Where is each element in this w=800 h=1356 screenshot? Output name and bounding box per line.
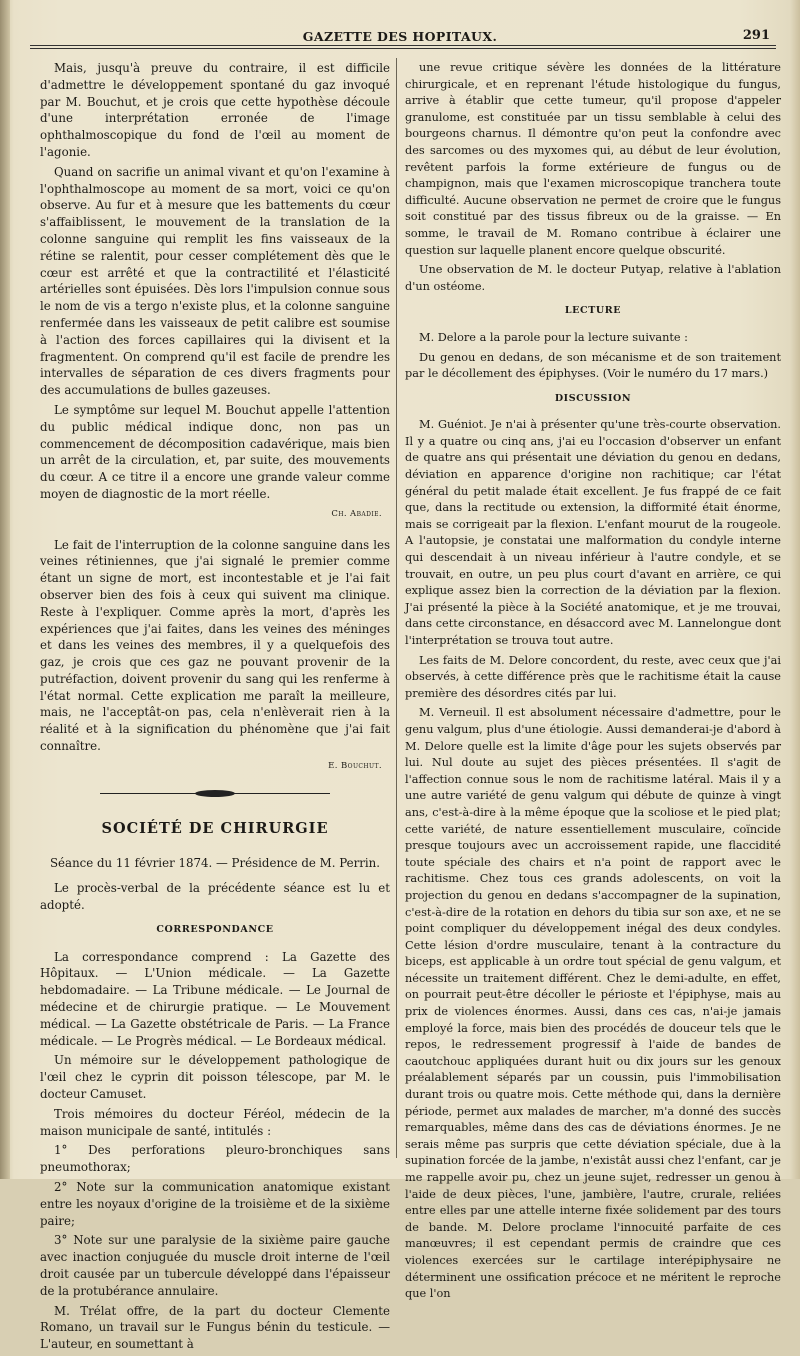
subheading-correspondance: CORRESPONDANCE — [156, 923, 274, 935]
section-heading: SOCIÉTÉ DE CHIRURGIE — [101, 819, 329, 837]
paragraph: M. Trélat offre, de la part du docteur Clemente Romano, un travail sur le Fungus bénin du testicule. — L'auteur, en soumettant à — [40, 1303, 390, 1352]
paragraph: M. Guéniot. Je n'ai à présenter qu'une très-courte observation. Il y a quatre ou cinq ans, j'ai eu l'occasion d'observer un enfant de quatre ans qui présentait une déviation du genou en dedans, déviation en apparence d'origine non rachitique; car l'état général du petit malade était excellent. Je fus frappé de ce fait que, dans la rectitude ou extension, la difformité était énorme, mais se corrigeait par la flexion. L'enfant mourut de la rougeole. A l'autopsie, je constatai une malformation du condyle interne qui descendait à un niveau inférieur à l'autre condyle, et se trouvait, en outre, un peu plus court d'avant en arrière, ce qui explique assez bien la correction de la déviation par la flexion. J'ai présenté la pièce à la Société anatomique, et je me trouvai, dans cette circonstance, en désaccord avec M. Lannelongue dont l'interprétation se trouva tout autre. — [405, 418, 781, 647]
page-edge — [0, 0, 10, 1179]
signature: E. Bouchut. — [328, 760, 382, 771]
paragraph: Mais, jusqu'à preuve du contraire, il est difficile d'admettre le développement spontané du gaz invoqué par M. Bouchut, et je crois que cette hypothèse découle d'une interprétation erronée de l'image ophthalmoscopique du fond de l'œil au moment de l'agonie. — [40, 61, 390, 159]
paragraph: Le procès-verbal de la précédente séance est lu et adopté. — [40, 881, 390, 913]
gazette-header-title: GAZETTE DES HOPITAUX. — [302, 29, 498, 44]
header-rule — [30, 45, 776, 49]
paragraph: Quand on sacrifie un animal vivant et qu'on l'examine à l'ophthalmoscope au moment de sa mort, voici ce qu'on observe. Au fur et à mesure que les battements du cœur s'affaiblissent, le mouvement de la translation de la colonne sanguine qui remplit les fins vaisseaux de la rétine se ralentit, pour cesser complétement dès que le cœur est arrêté et que la contractilité et l'élasticité artérielles sont épuisées. Dès lors l'impulsion connue sous le nom de vis a tergo n'existe plus, et la colonne sanguine renfermée dans les vaisseaux de petit calibre est soumise à l'action des forces capillaires qui la divisent et la fragmentent. On comprend qu'il est facile de prendre les intervalles de séparation de ces divers fragments pour des accumulations de bulles gazeuses. — [40, 164, 390, 398]
left-column — [40, 60, 390, 1356]
column-divider — [396, 58, 397, 1158]
paragraph: M. Verneuil. Il est absolument nécessaire d'admettre, pour le genu valgum, plus d'une étiologie. Aussi demanderai-je d'abord à M. Delore quelle est la limite d'âge pour les sujets observés par lui. Nul doute au sujet des pièces présentées. Il s'agit de l'affection connue sous le nom de rachitisme latéral. Mais il y a une autre variété de genu valgum qui débute de quinze à vingt ans, c'est-à-dire à la même époque que la scoliose et le pied plat; cette variété, de nature essentiellement musculaire, coïncide presque toujours avec un accroissement rapide, une flaccidité toute spéciale des chairs et n'a point de rapport avec le rachitisme. Chez tous ces grands adolescents, on voit la projection du genou en dedans s'accompagner de la supination, c'est-à-dire de la rotation en dehors du tibia sur son axe, et ne se point compliquer du développement inégal des deux condyles. Cette lésion d'ordre musculaire, tenant à la contracture du biceps, est applicable à un ordre tout spécial de genu valgum, et nécessite un traitement différent. Chez le demi-adulte, en effet, on pourrait peut-être décoller le périoste et l'épiphyse, mais au prix de violences énormes. Aussi, dans ces cas, n'ai-je jamais employé la force, mais bien des procédés de douceur tels que le repos, le redressement progressif à l'aide de bandes de caoutchouc appliquées durant huit ou dix jours sur les genoux préalablement séparés par un coussin, puis l'immobilisation durant trois ou quatre mois. Cette méthode qui, dans la dernière période, permet aux malades de marcher, m'a donné des succès remarquables, même dans des cas de déviations énormes. Je ne serais même pas surpris que cette déviation spéciale, due à la supination forcée de la jambe, n'existât aussi chez l'enfant, car je me rappelle avoir pu, chez un jeune sujet, redresser un genou à l'aide de deux pièces, l'une, jambière, l'autre, crurale, reliées entre elles par une attelle interne fixée solidement par des tours de bande. M. Delore proclame l'innocuité parfaite de ces manœuvres; il est cependant permis de craindre que ces violences exercées sur le cartilage interépiphysaire ne déterminent une ossification précoce et ne méritent le reproche que l'on — [405, 706, 781, 1301]
paragraph: Une observation de M. le docteur Putyap, relative à l'ablation d'un ostéome. — [405, 263, 781, 293]
paragraph: Les faits de M. Delore concordent, du reste, avec ceux que j'ai observés, à cette différence près que le rachitisme était la cause première des désordres cités par lui. — [405, 653, 781, 700]
paragraph: Le fait de l'interruption de la colonne sanguine dans les veines rétiniennes, que j'ai signalé le premier comme étant un signe de mort, est incontestable et je l'ai fait observer bien des fois à ceux qui suivent ma clinique. Reste à l'expliquer. Comme après la mort, d'après les expériences que j'ai faites, dans les veines des méninges et dans les veines des membres, il y a quelquefois des gaz, je crois que ces gaz ne pouvant provenir de la putréfaction, doivent provenir du sang qui les renferme à l'état normal. Cette explication me paraît la meilleure, mais, ne l'acceptât-on pas, cela n'enlèverait rien à la réalité et à la signification du phénomène que j'ai fait connaître. — [40, 537, 390, 754]
subheading-discussion: DISCUSSION — [554, 392, 632, 404]
list-item: 2° Note sur la communication anatomique existant entre les noyaux d'origine de la troisième et de la sixième paire; — [40, 1180, 390, 1228]
paragraph: Du genou en dedans, de son mécanisme et de son traitement par le décollement des épiphyses. (Voir le numéro du 17 mars.) — [405, 350, 781, 381]
paragraph: Le symptôme sur lequel M. Bouchut appelle l'attention du public médical indique donc, non pas un commencement de décomposition cadavérique, mais bien un arrêt de la circulation, et, par suite, des mouvements du cœur. A ce titre il a encore une grande valeur comme moyen de diagnostic de la mort réelle. — [40, 402, 390, 501]
paragraph: Un mémoire sur le développement pathologique de l'œil chez le cyprin dit poisson télescope, par M. le docteur Camuset. — [40, 1053, 390, 1102]
paragraph: Trois mémoires du docteur Féréol, médecin de la maison municipale de santé, intitulés : — [40, 1106, 390, 1138]
paragraph: La correspondance comprend : La Gazette des Hôpitaux. — L'Union médicale. — La Gazette hebdomadaire. — La Tribune médicale. — Le Journal de médecine et de chirurgie pratique. — Le Mouvement médical. — La Gazette obstétricale de Paris. — La France médicale. — Le Progrès médical. — Le Bordeaux médical. — [40, 949, 390, 1048]
paragraph: une revue critique sévère les données de la littérature chirurgicale, et en reprenant l'étude histologique du fungus, arrive à établir que cette tumeur, qu'il propose d'appeler granulome, est constituée par un tissu semblable à celui des bourgeons charnus. Il démontre qu'on peut la confondre avec des sarcomes ou des myxomes qui, au début de leur évolution, revêtent parfois la forme extérieure de fungus ou de champignon, mais que l'examen microscopique tranchera toute difficulté. Aucune observation ne permet de croire que le fungus soit constitué par des tissus fibreux ou de la graisse. — En somme, le travail de M. Romano contribue à éclairer une question sur laquelle planent encore quelque obscurité. — [405, 61, 781, 257]
subheading-lecture: LECTURE — [564, 305, 622, 317]
section-separator — [100, 789, 330, 799]
seance-line: Séance du 11 février 1874. — Présidence de M. Perrin. — [49, 856, 381, 871]
signature: Ch. Abadie. — [331, 508, 382, 519]
list-item: 3° Note sur une paralysie de la sixième paire gauche avec inaction conjuguée du muscle droit interne de l'œil droit causée par un tubercule développé dans l'épaisseur de la protubérance annulaire. — [40, 1233, 390, 1298]
right-column — [405, 60, 781, 1306]
page-number: 291 — [742, 28, 770, 43]
paragraph: M. Delore a la parole pour la lecture suivante : — [419, 330, 688, 344]
list-item: 1° Des perforations pleuro-bronchiques sans pneumothorax; — [40, 1143, 390, 1175]
